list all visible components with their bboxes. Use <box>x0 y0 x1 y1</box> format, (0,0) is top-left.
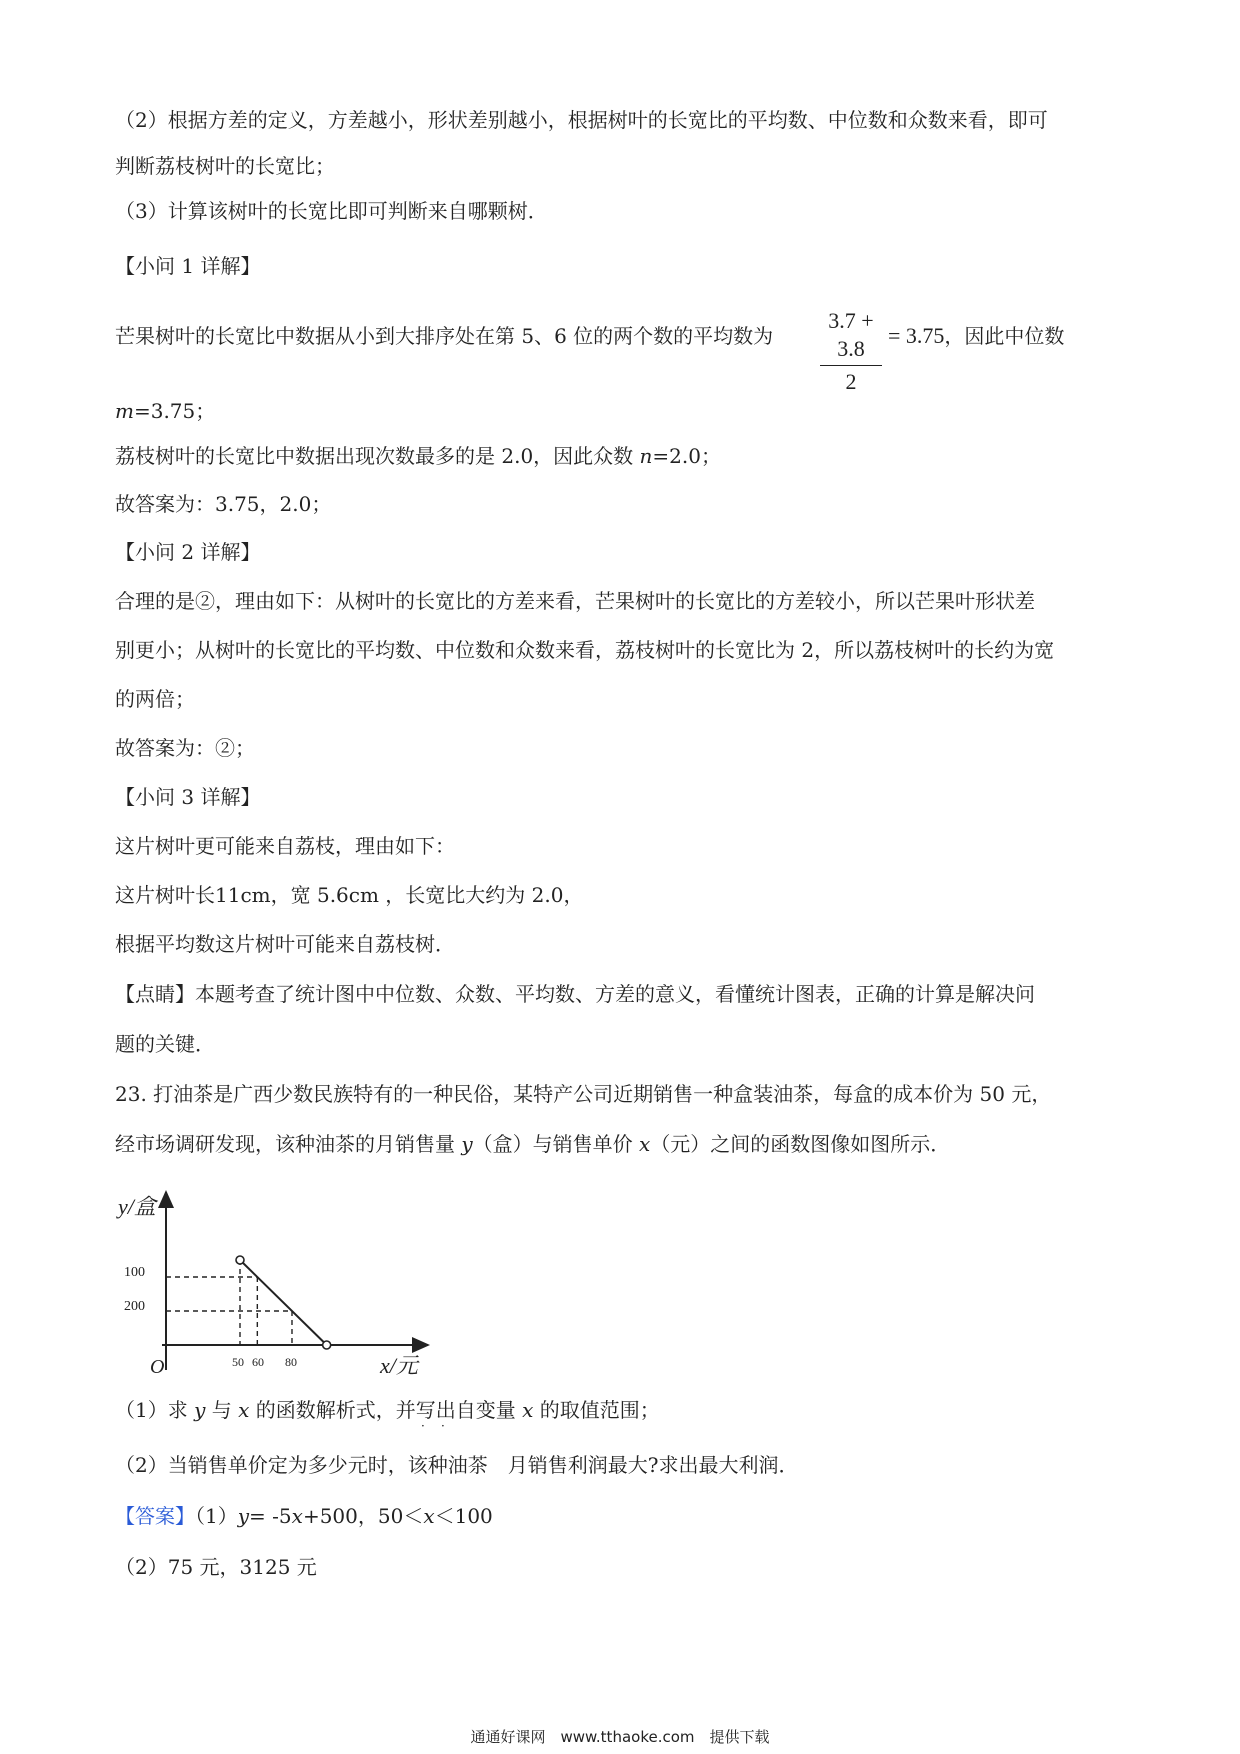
q2-line2: 别更小；从树叶的长宽比的平均数、中位数和众数来看，荔枝树叶的长宽比为 2，所以荔枝树叶的长约为宽 <box>115 638 1055 662</box>
problem23-line2 <box>115 1130 950 1158</box>
p23-line2-a: 经市场调研发现，该种油茶的月销售量 <box>115 1132 462 1156</box>
y-variable: y <box>461 1132 473 1156</box>
q1-heading: 【小问 1 详解】 <box>115 254 261 278</box>
y-variable: y <box>237 1504 250 1528</box>
median-fraction <box>820 307 882 396</box>
origin-label: O <box>150 1356 165 1378</box>
p23-line2-b: （盒）与销售单价 <box>472 1132 640 1156</box>
y-variable: y <box>194 1398 206 1422</box>
p23-q1-a: （1）求 <box>115 1398 195 1422</box>
hint-line-3: （3）计算该树叶的长宽比即可判断来自哪颗树． <box>115 199 548 223</box>
y-axis-label: y/盒 <box>118 1194 156 1219</box>
q1-line1 <box>115 322 773 350</box>
ans1-a: （1） <box>195 1504 238 1528</box>
fraction-denominator: 2 <box>845 369 857 394</box>
p23-line2-c: （元）之间的函数图像如图所示． <box>650 1132 951 1156</box>
q1-answer: 故答案为：3.75，2.0； <box>115 492 332 516</box>
q2-line1: 合理的是②，理由如下：从树叶的长宽比的方差来看，芒果树叶的长宽比的方差较小，所以芒果叶形状差 <box>115 589 1035 613</box>
q1-line1-post: ，因此中位数 <box>944 324 1065 348</box>
q3-line1: 这片树叶更可能来自荔枝，理由如下： <box>115 834 455 858</box>
x-tick-label: 80 <box>285 1355 297 1369</box>
m-variable: m <box>115 399 134 423</box>
q3-heading: 【小问 3 详解】 <box>115 785 261 809</box>
x-variable: x <box>291 1504 303 1528</box>
fraction-numerator: 3.7 + 3.8 <box>820 307 882 366</box>
comment-line1: 【点睛】本题考查了统计图中中位数、众数、平均数、方差的意义，看懂统计图表，正确的计算是解决问 <box>115 982 1035 1006</box>
p23-q1-d: 的取值范围； <box>533 1398 660 1422</box>
q2-line3: 的两倍； <box>115 687 195 711</box>
fraction-result-text: = 3.75 <box>888 323 945 348</box>
q1-line1-pre: 芒果树叶的长宽比中数据从小到大排序处在第 5、6 位的两个数的平均数为 <box>115 324 774 348</box>
q1-m-line <box>115 397 215 425</box>
y-tick-label: 100 <box>124 1265 145 1280</box>
hint-line-2b: 判断荔枝树叶的长宽比； <box>115 154 335 178</box>
open-endpoint <box>323 1341 331 1349</box>
x-tick-label: 60 <box>252 1355 264 1369</box>
q2-answer: 故答案为：②； <box>115 736 255 760</box>
q3-line3: 根据平均数这片树叶可能来自荔枝树． <box>115 932 455 956</box>
emphasis-dot: · <box>441 1419 445 1433</box>
plot-layer <box>166 1256 331 1349</box>
answer-line1 <box>115 1502 493 1530</box>
p23-q1-c: 的函数解析式，并写出自变量 <box>249 1398 523 1422</box>
function-graph <box>110 1180 450 1380</box>
ans1-b: = -5 <box>249 1504 292 1528</box>
x-variable: x <box>238 1398 250 1422</box>
ans1-c: +500，50＜ <box>302 1504 424 1528</box>
ans1-d: ＜100 <box>434 1504 493 1528</box>
n-value: =2.0； <box>652 444 721 468</box>
q2-heading: 【小问 2 详解】 <box>115 540 261 564</box>
n-variable: n <box>639 444 653 468</box>
q1-mode-text: 荔枝树叶的长宽比中数据出现次数最多的是 2.0，因此众数 <box>115 444 640 468</box>
footer-watermark: 通通好课网 www.tthaoke.com 提供下载 <box>470 1728 770 1746</box>
m-value: =3.75； <box>133 399 216 423</box>
x-variable: x <box>423 1504 435 1528</box>
y-tick-label: 200 <box>124 1299 145 1314</box>
p23-q1-b: 与 <box>205 1398 239 1422</box>
emphasis-dot: · <box>421 1419 425 1433</box>
problem23-q2: （2）当销售单价定为多少元时，该种油茶 月销售利润最大?求出最大利润． <box>115 1453 799 1477</box>
function-line <box>240 1260 327 1345</box>
open-endpoint <box>236 1256 244 1264</box>
fraction-result <box>888 322 1064 350</box>
x-variable: x <box>639 1132 651 1156</box>
x-axis-label: x/元 <box>380 1353 418 1378</box>
problem23-q1 <box>115 1396 660 1424</box>
hint-line-2a: （2）根据方差的定义，方差越小，形状差别越小，根据树叶的长宽比的平均数、中位数和众数来看，即可 <box>115 108 1048 132</box>
q3-line2: 这片树叶长11cm，宽 5.6cm ，长宽比大约为 2.0， <box>115 883 584 907</box>
q1-mode-line <box>115 442 721 470</box>
answer-line2: （2）75 元，3125 元 <box>115 1555 317 1579</box>
answer-tag: 【答案】 <box>115 1504 195 1528</box>
problem23-line1: 23. 打油茶是广西少数民族特有的一种民俗，某特产公司近期销售一种盒装油茶，每盒的成本价为 50 元， <box>115 1082 1052 1106</box>
comment-line2: 题的关键． <box>115 1032 215 1056</box>
x-variable: x <box>522 1398 534 1422</box>
x-tick-label: 50 <box>232 1355 244 1369</box>
